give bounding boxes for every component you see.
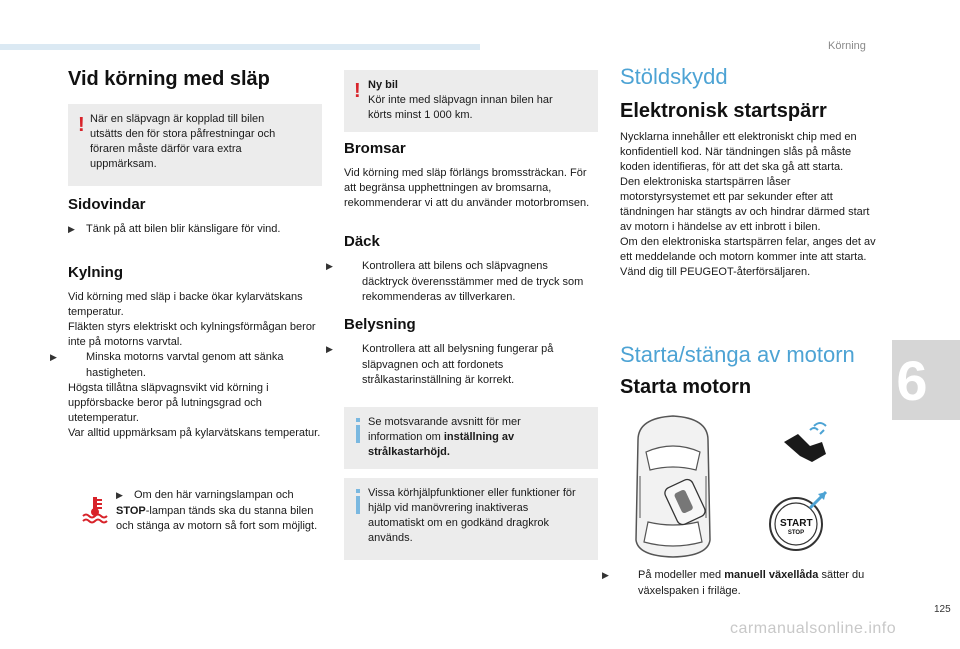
bullet-icon: ▶ (68, 225, 75, 235)
startsparr-body (620, 130, 876, 280)
warning-new-car-text: Ny bil Kör inte med släpvagn innan bilen har körts minst 1 000 km. (368, 79, 553, 121)
info-icon (356, 496, 360, 514)
info-icon (356, 425, 360, 443)
warning-icon: ! (354, 80, 361, 102)
warning-box-new-car (344, 70, 598, 132)
info-assist-text: Vissa körhjälpfunktioner eller funktioner för hjälp vid manövrering inaktiveras automatiskt om en godkänd dragkrok används. (368, 487, 576, 544)
heading-dack: Däck (344, 233, 380, 250)
bullet-icon: ▶ (326, 262, 333, 272)
heading-bromsar: Bromsar (344, 140, 406, 157)
kylning-p4: Var alltid uppmärksam på kylarvätskans temperatur. (68, 427, 321, 439)
startsparr-p3: Om den elektroniska startspärren felar, anges det av ett meddelande och motorn kommer inte att starta. (620, 236, 876, 263)
start-stop-button (766, 488, 832, 554)
kylning-body (50, 290, 322, 441)
stop-label: STOP (787, 530, 805, 536)
bullet-icon: ▶ (50, 353, 57, 363)
gearbox-item: ▶ På modeller med manuell växellåda sätter du växelspaken i friläge. (602, 569, 865, 597)
bullet-icon: ▶ (116, 491, 123, 501)
info-box-headlight (344, 407, 598, 469)
key-proximity-icon (780, 420, 832, 466)
heading-belysning: Belysning (344, 316, 416, 333)
info-box-assist (344, 478, 598, 560)
page-number: 125 (934, 604, 951, 615)
header-bar (0, 44, 480, 50)
section-label: Körning (828, 40, 866, 52)
warning-box-trailer (68, 104, 322, 186)
title-vid-korning: Vid körning med släp (68, 68, 270, 90)
title-starta-motorn: Starta motorn (620, 376, 752, 398)
belysning-item: ▶ Kontrollera att all belysning fungerar på släpvagnen och att fordonets strålkastarinställning är korrekt. (326, 343, 554, 386)
dack-item: ▶ Kontrollera att bilens och släpvagnens däcktryck överensstämmer med de tryck som rekommenderas av tillverkaren. (326, 260, 584, 303)
info-headlight-text: Se motsvarande avsnitt för mer information om inställning av strålkastarhöjd. (368, 416, 521, 458)
bullet-icon: ▶ (602, 571, 609, 581)
start-label: START (780, 518, 813, 529)
chapter-tab (892, 340, 960, 420)
car-key-illustration (618, 410, 728, 560)
title-starta-stanga: Starta/stänga av motorn (620, 342, 855, 367)
startsparr-p1: Nycklarna innehåller ett elektroniskt chip med en konfidentiell kod. När tändningen slås på måste koden identifieras, för att det ska gå att starta. (620, 131, 857, 173)
title-stoldskydd: Stöldskydd (620, 64, 728, 89)
chapter-number: 6 (896, 349, 928, 412)
startsparr-p4: Vänd dig till PEUGEOT-återförsäljaren. (620, 266, 811, 278)
bullet-icon: ▶ (326, 345, 333, 355)
bromsar-text: Vid körning med släp förlängs bromssträckan. För att begränsa upphettningen av bromsarna, rekommenderar vi att du använder motorbromsen. (344, 167, 590, 209)
coolant-warning-lamp-icon (80, 494, 110, 524)
watermark: carmanualsonline.info (730, 620, 897, 637)
startsparr-p2: Den elektroniska startspärren låser motorstyrsystemet ett par sekunder efter att tändningen har stängts av och hindrar därmed start av motorn i händelse av ett inbrott i bilen. (620, 176, 870, 233)
kylning-p2: Fläkten styrs elektriskt och kylningsförmågan beror inte på motorns varvtal. (68, 321, 316, 348)
coolant-lamp-text: ▶ Om den här varningslampan och STOP-lampan tänds ska du stanna bilen och stänga av motorn så fort som möjligt. (116, 489, 318, 532)
sidovindar-item: ▶ Tänk på att bilen blir känsligare för vind. (68, 222, 322, 238)
title-startsparr: Elektronisk startspärr (620, 100, 827, 122)
warning-icon: ! (78, 114, 85, 136)
heading-kylning: Kylning (68, 264, 123, 281)
kylning-p1: Vid körning med släp i backe ökar kylarvätskans temperatur. (68, 291, 303, 318)
warning-text: När en släpvagn är kopplad till bilen utsätts den för stora påfrestningar och föraren måste därför vara extra uppmärksam. (90, 113, 276, 170)
kylning-p3: Högsta tillåtna släpvagnsvikt vid körning i uppförsbacke beror på lutningsgrad och utetemperatur. (68, 382, 269, 424)
kylning-item: ▶ Minska motorns varvtal genom att sänka hastigheten. (50, 351, 284, 379)
heading-sidovindar: Sidovindar (68, 196, 146, 213)
